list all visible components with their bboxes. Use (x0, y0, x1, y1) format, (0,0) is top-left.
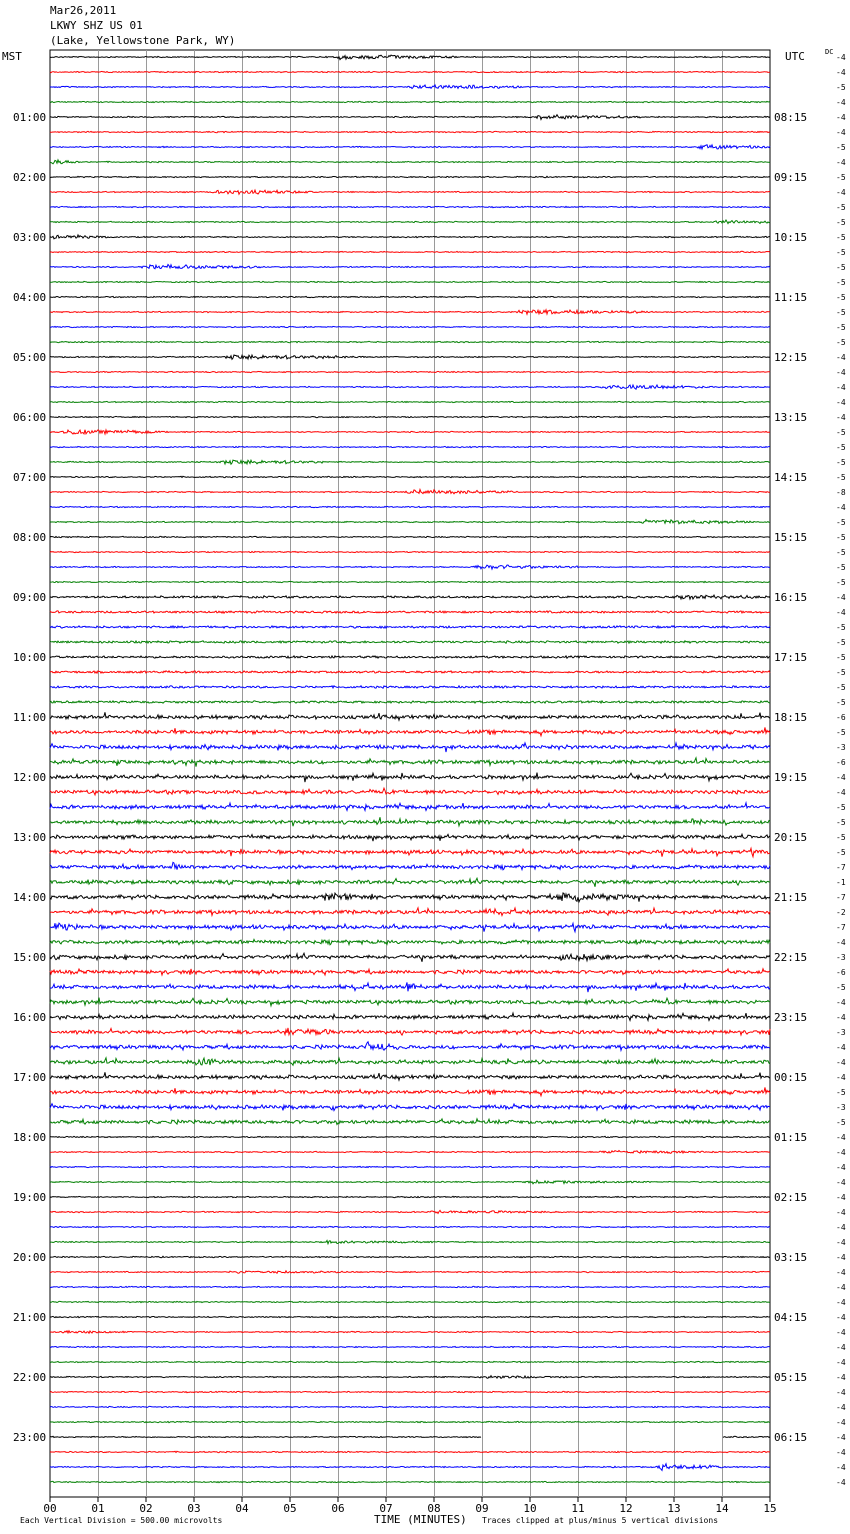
dc-label: DC (825, 48, 834, 56)
dc-offset-label: -5 (836, 668, 846, 677)
dc-offset-label: -5 (836, 458, 846, 467)
dc-offset-label: -5 (836, 563, 846, 572)
trace-line (50, 190, 770, 194)
x-tick-label: 10 (523, 1502, 537, 1515)
trace-line (50, 1346, 770, 1347)
utc-hour-label: 20:15 (774, 831, 808, 844)
trace-line (50, 1256, 770, 1257)
trace-line (50, 848, 770, 856)
trace-line (50, 1271, 770, 1273)
trace-line (50, 773, 770, 783)
dc-offset-label: -1 (836, 878, 846, 887)
dc-offset-label: -4 (836, 1343, 846, 1352)
utc-hour-label: 15:15 (774, 531, 808, 544)
trace-line (50, 1421, 770, 1422)
dc-offset-label: -4 (836, 1328, 846, 1337)
trace-line (50, 893, 770, 902)
dc-offset-label: -5 (836, 443, 846, 452)
dc-offset-label: -4 (836, 1448, 846, 1457)
dc-offset-label: -4 (836, 113, 846, 122)
trace-line (50, 416, 770, 417)
mst-hour-label: 03:00 (13, 231, 47, 244)
dc-offset-label: -4 (836, 1298, 846, 1307)
dc-offset-label: -7 (836, 863, 846, 872)
right-axis-label: UTC (785, 50, 805, 63)
trace-line (50, 115, 770, 120)
trace-line (50, 1226, 770, 1227)
trace-line (50, 1166, 770, 1167)
trace-line (50, 460, 770, 464)
trace-line (50, 908, 770, 916)
utc-hour-label: 19:15 (774, 771, 808, 784)
utc-hour-label: 06:15 (774, 1431, 808, 1444)
trace-line (50, 788, 770, 795)
dc-offset-label: -6 (836, 968, 846, 977)
dc-offset-label: -5 (836, 983, 846, 992)
dc-offset-label: -4 (836, 1133, 846, 1142)
x-tick-label: 13 (667, 1502, 681, 1515)
x-tick-label: 15 (763, 1502, 777, 1515)
mst-hour-label: 19:00 (13, 1191, 47, 1204)
trace-line (50, 506, 770, 507)
x-tick-label: 04 (235, 1502, 249, 1515)
dc-offset-label: -4 (836, 1433, 846, 1442)
mst-hour-label: 22:00 (13, 1371, 47, 1384)
x-axis-title: TIME (MINUTES) (374, 1513, 467, 1526)
utc-hour-label: 03:15 (774, 1251, 808, 1264)
dc-offset-label: -5 (836, 203, 846, 212)
x-tick-label: 03 (187, 1502, 201, 1515)
dc-offset-label: -4 (836, 1163, 846, 1172)
trace-line (50, 671, 770, 673)
trace-line (50, 71, 770, 72)
trace-line (50, 1331, 770, 1333)
trace-line (50, 1406, 770, 1407)
x-tick-label: 12 (619, 1502, 633, 1515)
trace-line (50, 1436, 770, 1437)
trace-line (50, 701, 770, 703)
trace-line (50, 1013, 770, 1020)
dc-offset-label: -4 (836, 998, 846, 1007)
trace-line (50, 1042, 770, 1051)
trace-line (50, 1136, 770, 1137)
x-tick-label: 05 (283, 1502, 297, 1515)
trace-line (50, 220, 770, 224)
dc-offset-label: -4 (836, 608, 846, 617)
dc-offset-label: -4 (836, 53, 846, 62)
utc-hour-label: 17:15 (774, 651, 808, 664)
dc-offset-label: -4 (836, 593, 846, 602)
footer-scale: Each Vertical Division = 500.00 microvolts (20, 1516, 223, 1525)
dc-offset-label: -4 (836, 1208, 846, 1217)
dc-offset-label: -4 (836, 368, 846, 377)
dc-offset-label: -4 (836, 1058, 846, 1067)
dc-offset-label: -5 (836, 653, 846, 662)
mst-hour-label: 14:00 (13, 891, 47, 904)
dc-offset-label: -5 (836, 218, 846, 227)
trace-line (50, 145, 770, 149)
dc-offset-label: -7 (836, 893, 846, 902)
mst-hour-label: 17:00 (13, 1071, 47, 1084)
dc-offset-label: -4 (836, 413, 846, 422)
trace-line (50, 743, 770, 752)
trace-line (50, 235, 770, 239)
trace-line (50, 982, 770, 992)
x-tick-label: 01 (91, 1502, 105, 1515)
dc-offset-label: -5 (836, 833, 846, 842)
mst-hour-label: 23:00 (13, 1431, 47, 1444)
trace-line (50, 536, 770, 537)
utc-hour-label: 22:15 (774, 951, 808, 964)
dc-offset-label: -3 (836, 953, 846, 962)
mst-hour-label: 16:00 (13, 1011, 47, 1024)
dc-offset-label: -4 (836, 1073, 846, 1082)
utc-hour-label: 00:15 (774, 1071, 808, 1084)
trace-line (50, 1391, 770, 1392)
dc-offset-label: -4 (836, 68, 846, 77)
dc-offset-label: -4 (836, 1418, 846, 1427)
utc-hour-label: 04:15 (774, 1311, 808, 1324)
dc-offset-label: -5 (836, 728, 846, 737)
mst-hour-label: 18:00 (13, 1131, 47, 1144)
trace-line (50, 490, 770, 494)
mst-hour-label: 13:00 (13, 831, 47, 844)
utc-hour-label: 18:15 (774, 711, 808, 724)
mst-hour-label: 07:00 (13, 471, 47, 484)
x-tick-label: 08 (427, 1502, 441, 1515)
trace-line (50, 758, 770, 767)
mst-hour-label: 02:00 (13, 171, 47, 184)
header-date: Mar26,2011 (50, 4, 117, 17)
dc-offset-label: -5 (836, 698, 846, 707)
mst-hour-label: 01:00 (13, 111, 47, 124)
dc-offset-label: -4 (836, 1043, 846, 1052)
trace-line (50, 371, 770, 372)
utc-hour-label: 12:15 (774, 351, 808, 364)
dc-offset-label: -5 (836, 293, 846, 302)
trace-line (50, 1286, 770, 1287)
trace-line (50, 430, 770, 434)
dc-offset-label: -5 (836, 338, 846, 347)
trace-line (50, 55, 770, 60)
trace-line (50, 686, 770, 688)
mst-hour-label: 20:00 (13, 1251, 47, 1264)
trace-line (50, 251, 770, 252)
dc-offset-label: -5 (836, 323, 846, 332)
x-tick-label: 06 (331, 1502, 345, 1515)
trace-line (50, 923, 770, 932)
dc-offset-label: -4 (836, 128, 846, 137)
utc-hour-label: 23:15 (774, 1011, 808, 1024)
trace-line (50, 85, 770, 89)
dc-offset-label: -4 (836, 938, 846, 947)
trace-line (50, 355, 770, 359)
utc-hour-label: 05:15 (774, 1371, 808, 1384)
trace-line (50, 862, 770, 870)
dc-offset-label: -5 (836, 143, 846, 152)
trace-line (50, 641, 770, 643)
mst-hour-label: 10:00 (13, 651, 47, 664)
dc-offset-label: -3 (836, 1028, 846, 1037)
dc-offset-label: -4 (836, 773, 846, 782)
header-location: (Lake, Yellowstone Park, WY) (50, 34, 236, 47)
trace-line (50, 1241, 770, 1244)
trace-line (50, 401, 770, 402)
trace-line (50, 565, 770, 569)
mst-hour-label: 09:00 (13, 591, 47, 604)
dc-offset-label: -8 (836, 488, 846, 497)
trace-line (50, 296, 770, 297)
dc-offset-label: -5 (836, 803, 846, 812)
trace-line (50, 1196, 770, 1197)
mst-hour-label: 15:00 (13, 951, 47, 964)
trace-line (50, 131, 770, 132)
utc-hour-label: 10:15 (774, 231, 808, 244)
dc-offset-label: -4 (836, 158, 846, 167)
mst-hour-label: 06:00 (13, 411, 47, 424)
trace-line (50, 1180, 770, 1184)
dc-offset-label: -4 (836, 1463, 846, 1472)
trace-line (50, 1104, 770, 1111)
x-tick-label: 14 (715, 1502, 729, 1515)
dc-offset-label: -5 (836, 518, 846, 527)
dc-offset-label: -4 (836, 1478, 846, 1487)
trace-line (50, 803, 770, 811)
dc-offset-label: -5 (836, 173, 846, 182)
dc-offset-label: -5 (836, 848, 846, 857)
dc-offset-label: -4 (836, 1373, 846, 1382)
x-tick-label: 09 (475, 1502, 489, 1515)
dc-offset-label: -4 (836, 1193, 846, 1202)
trace-line (50, 1058, 770, 1065)
trace-line (50, 385, 770, 389)
mst-hour-label: 12:00 (13, 771, 47, 784)
trace-line (50, 326, 770, 327)
dc-offset-label: -5 (836, 533, 846, 542)
dc-offset-label: -5 (836, 578, 846, 587)
mst-hour-label: 11:00 (13, 711, 47, 724)
dc-offset-label: -4 (836, 1283, 846, 1292)
trace-line (50, 1151, 770, 1154)
header-station: LKWY SHZ US 01 (50, 19, 143, 32)
utc-hour-label: 01:15 (774, 1131, 808, 1144)
trace-line (50, 281, 770, 282)
x-tick-label: 07 (379, 1502, 393, 1515)
mst-hour-label: 21:00 (13, 1311, 47, 1324)
dc-offset-label: -5 (836, 263, 846, 272)
trace-line (50, 1464, 770, 1471)
trace-line (50, 626, 770, 628)
dc-offset-label: -6 (836, 758, 846, 767)
dc-offset-label: -5 (836, 548, 846, 557)
trace-line (50, 1028, 770, 1035)
trace-line (50, 1376, 770, 1379)
trace-line (50, 1361, 770, 1362)
mst-hour-label: 04:00 (13, 291, 47, 304)
left-axis-label: MST (2, 50, 22, 63)
dc-offset-label: -5 (836, 473, 846, 482)
trace-line (50, 969, 770, 975)
dc-offset-label: -4 (836, 1388, 846, 1397)
x-tick-label: 11 (571, 1502, 585, 1515)
trace-line (50, 656, 770, 658)
dc-offset-label: -5 (836, 638, 846, 647)
trace-line (50, 939, 770, 944)
dc-offset-label: -4 (836, 1268, 846, 1277)
trace-line (50, 611, 770, 613)
trace-line (50, 551, 770, 552)
trace-line (50, 160, 770, 164)
trace-line (50, 520, 770, 524)
dc-offset-label: -4 (836, 1238, 846, 1247)
trace-line (50, 998, 770, 1006)
trace-line (50, 1301, 770, 1302)
trace-line (50, 446, 770, 447)
trace-line (50, 1316, 770, 1317)
dc-offset-label: -4 (836, 788, 846, 797)
utc-hour-label: 11:15 (774, 291, 808, 304)
dc-offset-label: -4 (836, 503, 846, 512)
utc-hour-label: 13:15 (774, 411, 808, 424)
utc-hour-label: 14:15 (774, 471, 808, 484)
dc-offset-label: -5 (836, 278, 846, 287)
trace-line (50, 1210, 770, 1213)
dc-offset-label: -4 (836, 1358, 846, 1367)
dc-offset-label: -4 (836, 1253, 846, 1262)
dc-offset-label: -5 (836, 308, 846, 317)
dc-offset-label: -5 (836, 248, 846, 257)
dc-offset-label: -4 (836, 98, 846, 107)
dc-offset-label: -3 (836, 1103, 846, 1112)
trace-line (50, 1087, 770, 1095)
dc-offset-label: -4 (836, 1013, 846, 1022)
dc-offset-label: -4 (836, 398, 846, 407)
trace-line (50, 712, 770, 720)
trace-line (50, 206, 770, 207)
dc-offset-label: -5 (836, 1088, 846, 1097)
trace-line (50, 476, 770, 477)
dc-offset-label: -2 (836, 908, 846, 917)
dc-offset-label: -5 (836, 83, 846, 92)
footer-clip-note: Traces clipped at plus/minus 5 vertical divisions (482, 1516, 719, 1525)
trace-line (50, 1451, 770, 1452)
trace-line (50, 878, 770, 887)
trace-line (50, 834, 770, 841)
trace-line (50, 1072, 770, 1080)
mst-hour-label: 08:00 (13, 531, 47, 544)
x-tick-label: 00 (43, 1502, 57, 1515)
dc-offset-label: -5 (836, 1118, 846, 1127)
trace-line (50, 953, 770, 962)
utc-hour-label: 09:15 (774, 171, 808, 184)
dc-offset-label: -5 (836, 818, 846, 827)
trace-line (50, 727, 770, 735)
dc-offset-label: -4 (836, 188, 846, 197)
trace-line (50, 176, 770, 177)
dc-offset-label: -4 (836, 353, 846, 362)
utc-hour-label: 21:15 (774, 891, 808, 904)
dc-offset-label: -4 (836, 1148, 846, 1157)
trace-line (50, 341, 770, 342)
trace-line (50, 101, 770, 102)
trace-line (50, 1481, 770, 1482)
dc-offset-label: -5 (836, 683, 846, 692)
trace-line (50, 595, 770, 599)
trace-line (50, 310, 770, 314)
x-tick-label: 02 (139, 1502, 153, 1515)
trace-line (50, 1119, 770, 1125)
utc-hour-label: 16:15 (774, 591, 808, 604)
dc-offset-label: -7 (836, 923, 846, 932)
utc-hour-label: 02:15 (774, 1191, 808, 1204)
trace-line (50, 265, 770, 269)
dc-offset-label: -5 (836, 233, 846, 242)
trace-line (50, 581, 770, 582)
dc-offset-label: -6 (836, 713, 846, 722)
dc-offset-label: -4 (836, 1178, 846, 1187)
trace-line (50, 817, 770, 826)
dc-offset-label: -4 (836, 1223, 846, 1232)
dc-offset-label: -4 (836, 1313, 846, 1322)
dc-offset-label: -5 (836, 428, 846, 437)
dc-offset-label: -4 (836, 1403, 846, 1412)
utc-hour-label: 08:15 (774, 111, 808, 124)
dc-offset-label: -5 (836, 623, 846, 632)
mst-hour-label: 05:00 (13, 351, 47, 364)
dc-offset-label: -4 (836, 383, 846, 392)
dc-offset-label: -3 (836, 743, 846, 752)
